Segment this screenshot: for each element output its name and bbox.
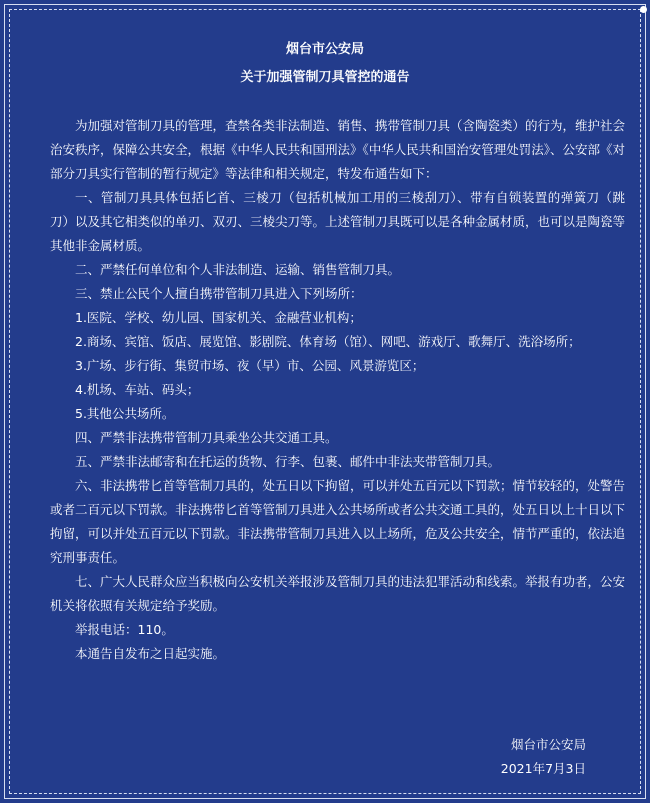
place-item-2: 2.商场、宾馆、饭店、展览馆、影剧院、体育场（馆）、网吧、游戏厅、歌舞厅、洗浴场所； bbox=[75, 334, 581, 349]
notice-title: 关于加强管制刀具管控的通告 bbox=[240, 70, 410, 85]
clause-5: 五、严禁非法邮寄和在托运的货物、行李、包裹、邮件中非法夹带管制刀具。 bbox=[75, 454, 501, 469]
clause-1: 一、管制刀具具体包括匕首、三棱刀（包括机械加工用的三棱刮刀）、带有自锁装置的弹簧刀（跳刀）以及其它相类似的单刃、双刃、三棱尖刀等。上述管制刀具既可以是各种金属材质，也可以是陶瓷等其他非金属材质。 bbox=[50, 190, 626, 253]
signature-org: 烟台市公安局 bbox=[510, 737, 586, 752]
clause-2: 二、严禁任何单位和个人非法制造、运输、销售管制刀具。 bbox=[75, 262, 401, 277]
effective-note: 本通告自发布之日起实施。 bbox=[75, 646, 226, 661]
issuer-heading: 烟台市公安局 bbox=[285, 42, 364, 57]
notice-body bbox=[50, 114, 625, 666]
place-item-4: 4.机场、车站、码头； bbox=[75, 382, 200, 397]
clause-6: 六、非法携带匕首等管制刀具的，处五日以下拘留，可以并处五百元以下罚款；情节较轻的，处警告或者二百元以下罚款。非法携带匕首等管制刀具进入公共场所或者公共交通工具的，处五日以上十日以下拘留，可以并处五百元以下罚款。非法携带管制刀具进入以上场所，危及公共安全，情节严重的，依法追究刑事责任。 bbox=[50, 478, 626, 565]
corner-dot-icon bbox=[640, 6, 647, 13]
signature-date: 2021年7月3日 bbox=[500, 761, 586, 776]
intro-paragraph: 为加强对管制刀具的管理，查禁各类非法制造、销售、携带管制刀具（含陶瓷类）的行为，维护社会治安秩序，保障公共安全，根据《中华人民共和国刑法》《中华人民共和国治安管理处罚法》、公安部《对部分刀具实行管制的暂行规定》等法律和相关规定，特发布通告如下： bbox=[50, 118, 626, 181]
clause-3: 三、禁止公民个人擅自携带管制刀具进入下列场所： bbox=[75, 286, 363, 301]
place-item-3: 3.广场、步行街、集贸市场、夜（早）市、公园、风景游览区； bbox=[75, 358, 425, 373]
place-item-1: 1.医院、学校、幼儿园、国家机关、金融营业机构； bbox=[75, 310, 362, 325]
clause-7: 七、广大人民群众应当积极向公安机关举报涉及管制刀具的违法犯罪活动和线索。举报有功者，公安机关将依照有关规定给予奖励。 bbox=[50, 574, 626, 613]
report-phone: 举报电话：110。 bbox=[75, 622, 174, 637]
clause-4: 四、严禁非法携带管制刀具乘坐公共交通工具。 bbox=[75, 430, 338, 445]
place-item-5: 5.其他公共场所。 bbox=[75, 406, 175, 421]
